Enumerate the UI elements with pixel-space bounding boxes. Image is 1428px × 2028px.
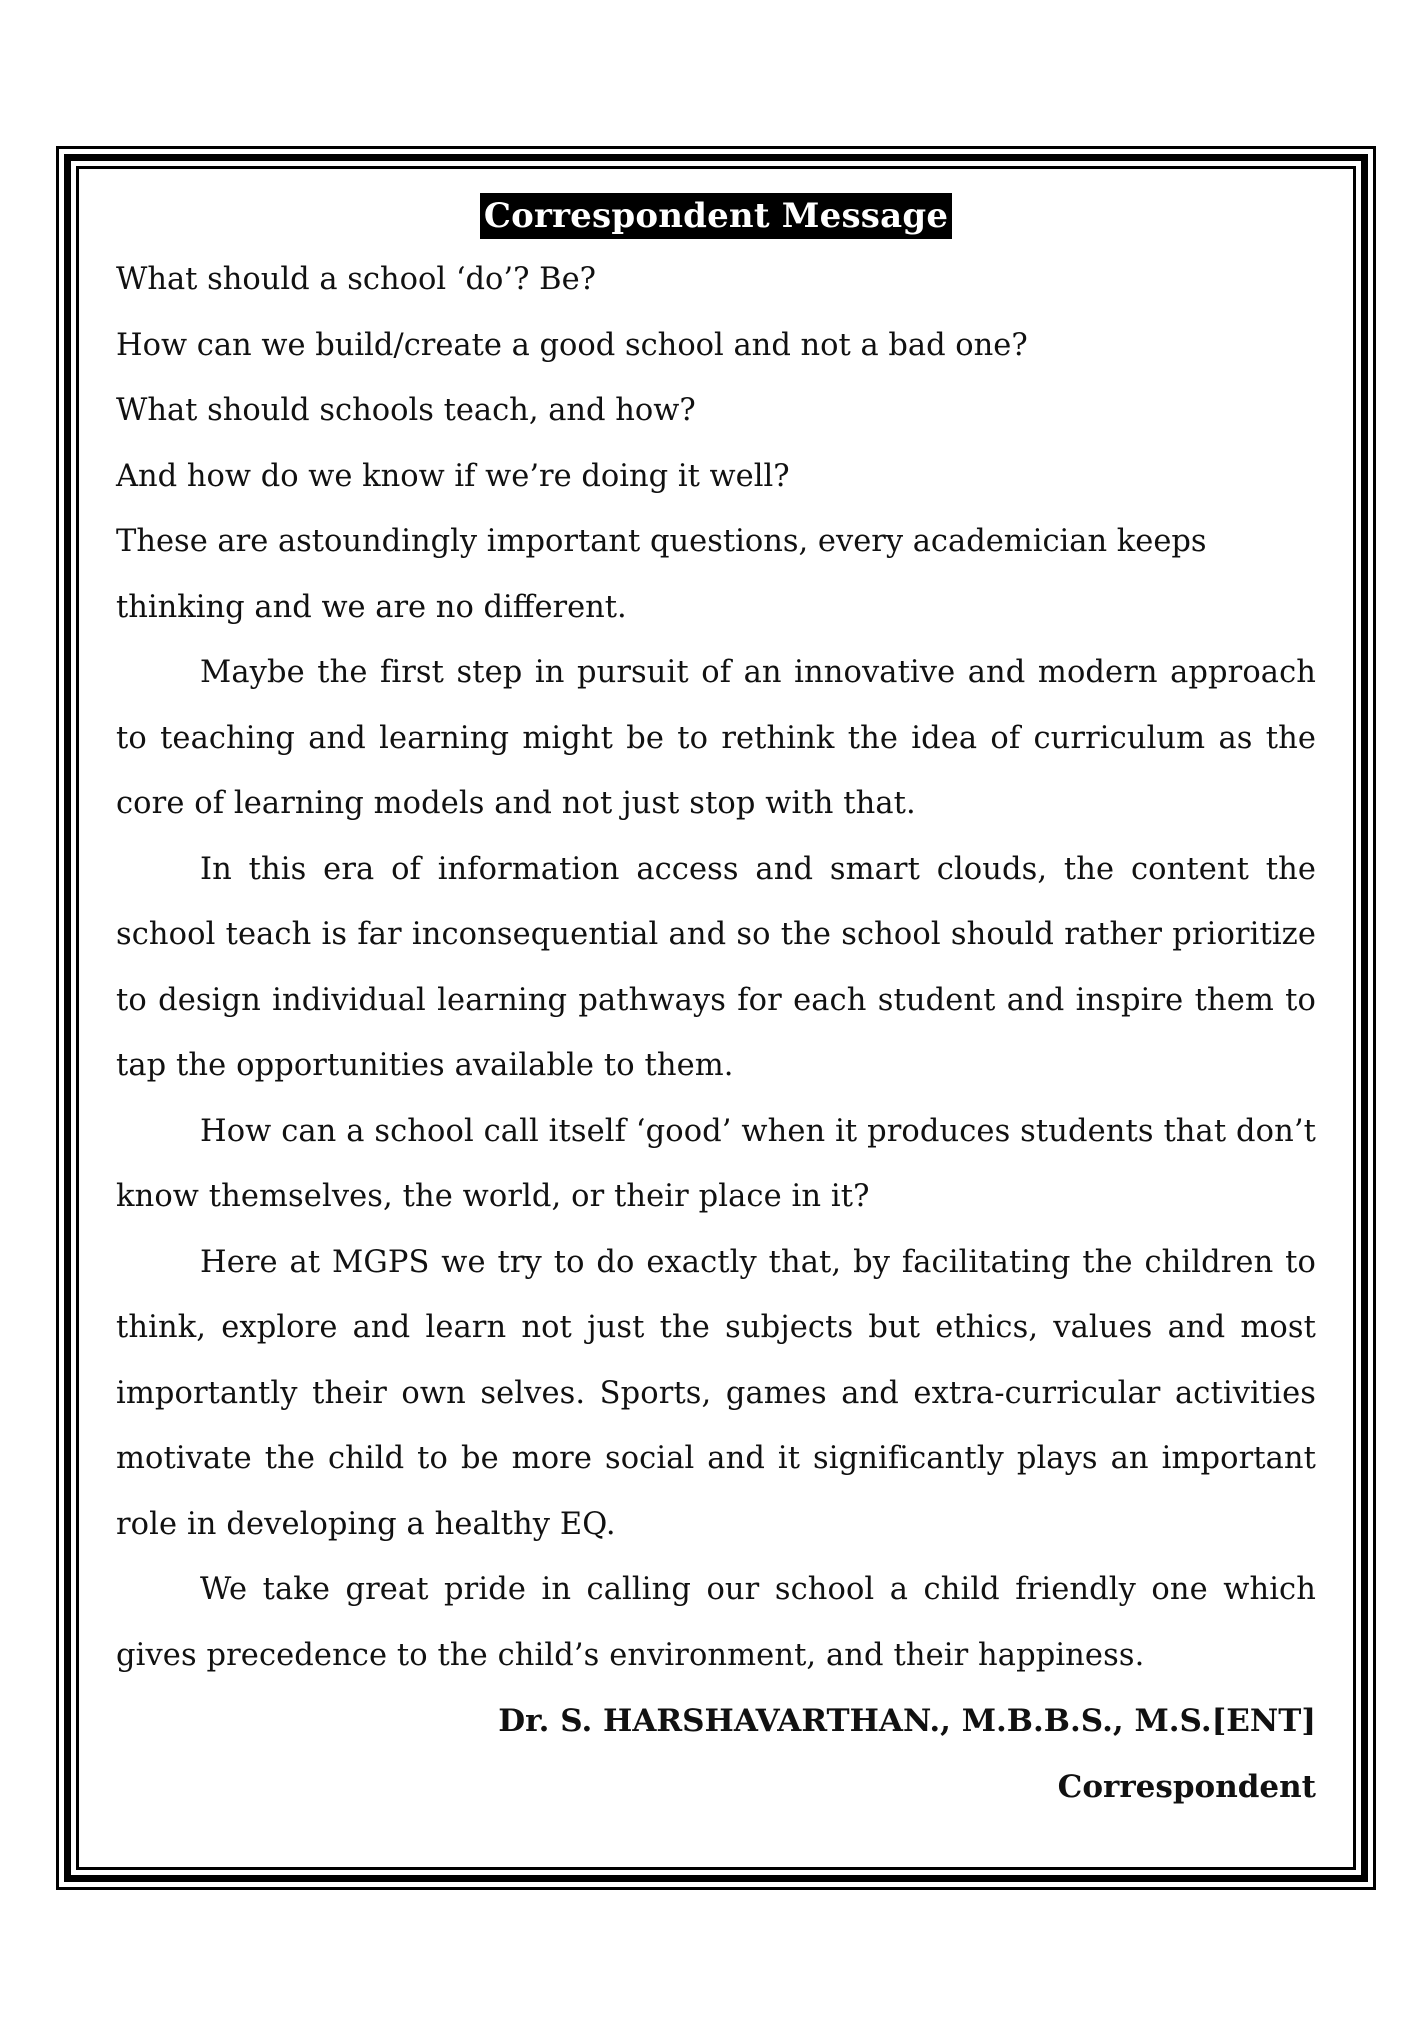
intro-line: How can we build/create a good school and not a bad one? [116,327,1028,363]
intro-line: These are astoundingly important questions, every academician keeps [116,524,1207,559]
paragraph-mgps: Here at MGPS we try to do exactly that, by facilitating the children to think, explore and learn not just the subjects but ethics, values and most importantly their own selves. Sports, games and extra-curricular activities motivate the child to be more social and it significantly plays an important role in developing a healthy EQ. [116,1244,1316,1542]
message-body [116,193,1316,1847]
intro-line: thinking and we are no different. [116,589,627,625]
page-border-outer [56,146,1376,1890]
signature-role: Correspondent [1057,1769,1316,1805]
paragraph-curriculum: Maybe the first step in pursuit of an innovative and modern approach to teaching and learning might be to rethink the idea of curriculum as the core of learning models and not just stop with that. [116,655,1316,821]
intro-line: What should schools teach, and how? [116,393,696,428]
title-container [116,193,1316,239]
page-border-middle [64,154,1368,1882]
signature-name: Dr. S. HARSHAVARTHAN., M.B.B.S., M.S.[ENT] [498,1703,1316,1739]
intro-line: And how do we know if we’re doing it well? [116,458,790,494]
page-border-inner [76,166,1356,1870]
paragraph-good-school: How can a school call itself ‘good’ when it produces students that don’t know themselves, the world, or their place in it? [116,1113,1316,1214]
paragraph-learning-pathways: In this era of information access and smart clouds, the content the school teach is far inconsequential and so the school should rather prioritize to design individual learning pathways for each student and inspire them to tap the opportunities available to them. [116,851,1316,1083]
paragraph-child-friendly: We take great pride in calling our school a child friendly one which gives precedence to the child’s environment, and their happiness. [116,1572,1316,1673]
intro-line: What should a school ‘do’? Be? [116,262,596,297]
page-title: Correspondent Message [480,193,952,239]
